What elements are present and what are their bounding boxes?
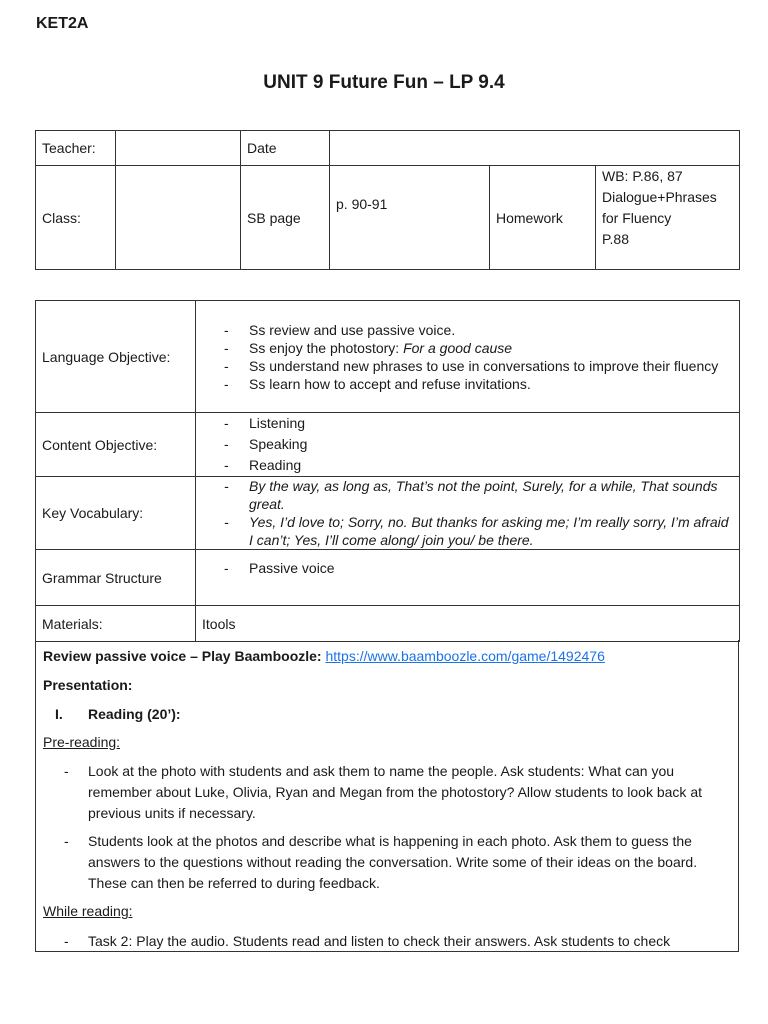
list-item: - Ss understand new phrases to use in conversations to improve their fluency (249, 357, 733, 375)
objectives-table (35, 300, 740, 642)
procedure-section: Review passive voice – Play Baamboozle: https://www.baamboozle.com/game/1492476 Presentation: I. Reading (20’): Pre-reading: - Look at the photo with students and ask them to name the people. Ask students: What can you remember about Luke, Olivia, Ryan and Megan from the photostory? Allow students to look back at previous units if necessary. - Students look at the photos and describe what is happening in each photo. Ask them to guess the answers to the questions without reading the conversation. Write some of their ideas on the board. These can then be referred to during feedback. While reading: - Task 2: Play the audio. Students read and listen to check their answers. Ask students to check (35, 640, 739, 952)
grammar-structure-value (196, 550, 740, 606)
materials-label: Materials: (36, 606, 196, 642)
content-objective-value (196, 413, 740, 477)
homework-line: Dialogue+Phrases (602, 189, 717, 205)
list-item: - Yes, I’d love to; Sorry, no. But thanks for asking me; I’m really sorry, I’m afraid I can’t; Yes, I’ll come along/ join you/ be there. (249, 513, 733, 549)
list-item: Look at the photo with students and ask them to name the people. Ask students: What can you remember about Luke, Olivia, Ryan and Megan from the photostory? Allow students to look back at previous units if necessary. (88, 763, 702, 821)
section-number: I. (55, 706, 63, 722)
key-vocabulary-label: Key Vocabulary: (36, 477, 196, 550)
teacher-label: Teacher: (36, 131, 116, 166)
pre-reading-heading: Pre-reading: (43, 734, 121, 750)
list-item: - Ss enjoy the photostory: For a good cause (249, 339, 733, 357)
list-item: Students look at the photos and describe what is happening in each photo. Ask them to guess the answers to the questions without reading the conversation. Write some of their ideas on the board. These can then be referred to during feedback. (88, 833, 698, 891)
language-objective-label: Language Objective: (36, 301, 196, 413)
baamboozle-link[interactable]: https://www.baamboozle.com/game/1492476 (325, 648, 605, 664)
date-value (330, 131, 740, 166)
list-item: Task 2: Play the audio. Students read and listen to check their answers. Ask students to check (88, 933, 671, 949)
list-item: - Passive voice (249, 559, 733, 577)
grammar-structure-label: Grammar Structure (36, 550, 196, 606)
content-objective-label: Content Objective: (36, 413, 196, 477)
presentation-heading: Presentation: (43, 677, 133, 693)
class-label: Class: (36, 166, 116, 270)
homework-value (596, 166, 740, 270)
homework-label: Homework (490, 166, 596, 270)
homework-line: WB: P.86, 87 (602, 168, 683, 184)
class-value (116, 166, 241, 270)
materials-value: Itools (196, 606, 740, 642)
list-item: - By the way, as long as, That’s not the point, Surely, for a while, That sounds great. (249, 477, 733, 513)
list-item: - Speaking (249, 434, 733, 455)
document-code: KET2A (36, 15, 89, 32)
review-line (43, 646, 730, 667)
list-item: - Ss review and use passive voice. (249, 321, 733, 339)
lesson-info-table (35, 130, 740, 270)
while-reading-heading: While reading: (43, 903, 133, 919)
page-title: UNIT 9 Future Fun – LP 9.4 (263, 72, 505, 93)
date-label: Date (241, 131, 330, 166)
list-item: - Listening (249, 413, 733, 434)
homework-line: P.88 (602, 231, 629, 247)
sb-page-value: p. 90-91 (330, 166, 490, 270)
sb-page-label: SB page (241, 166, 330, 270)
key-vocabulary-value (196, 477, 740, 550)
review-label: Review passive voice – Play Baamboozle: (43, 648, 322, 664)
list-item: - Reading (249, 455, 733, 476)
language-objective-value (196, 301, 740, 413)
list-item: - Ss learn how to accept and refuse invitations. (249, 375, 733, 393)
homework-line: for Fluency (602, 210, 672, 226)
section-title: Reading (20’): (88, 706, 181, 722)
teacher-value (116, 131, 241, 166)
